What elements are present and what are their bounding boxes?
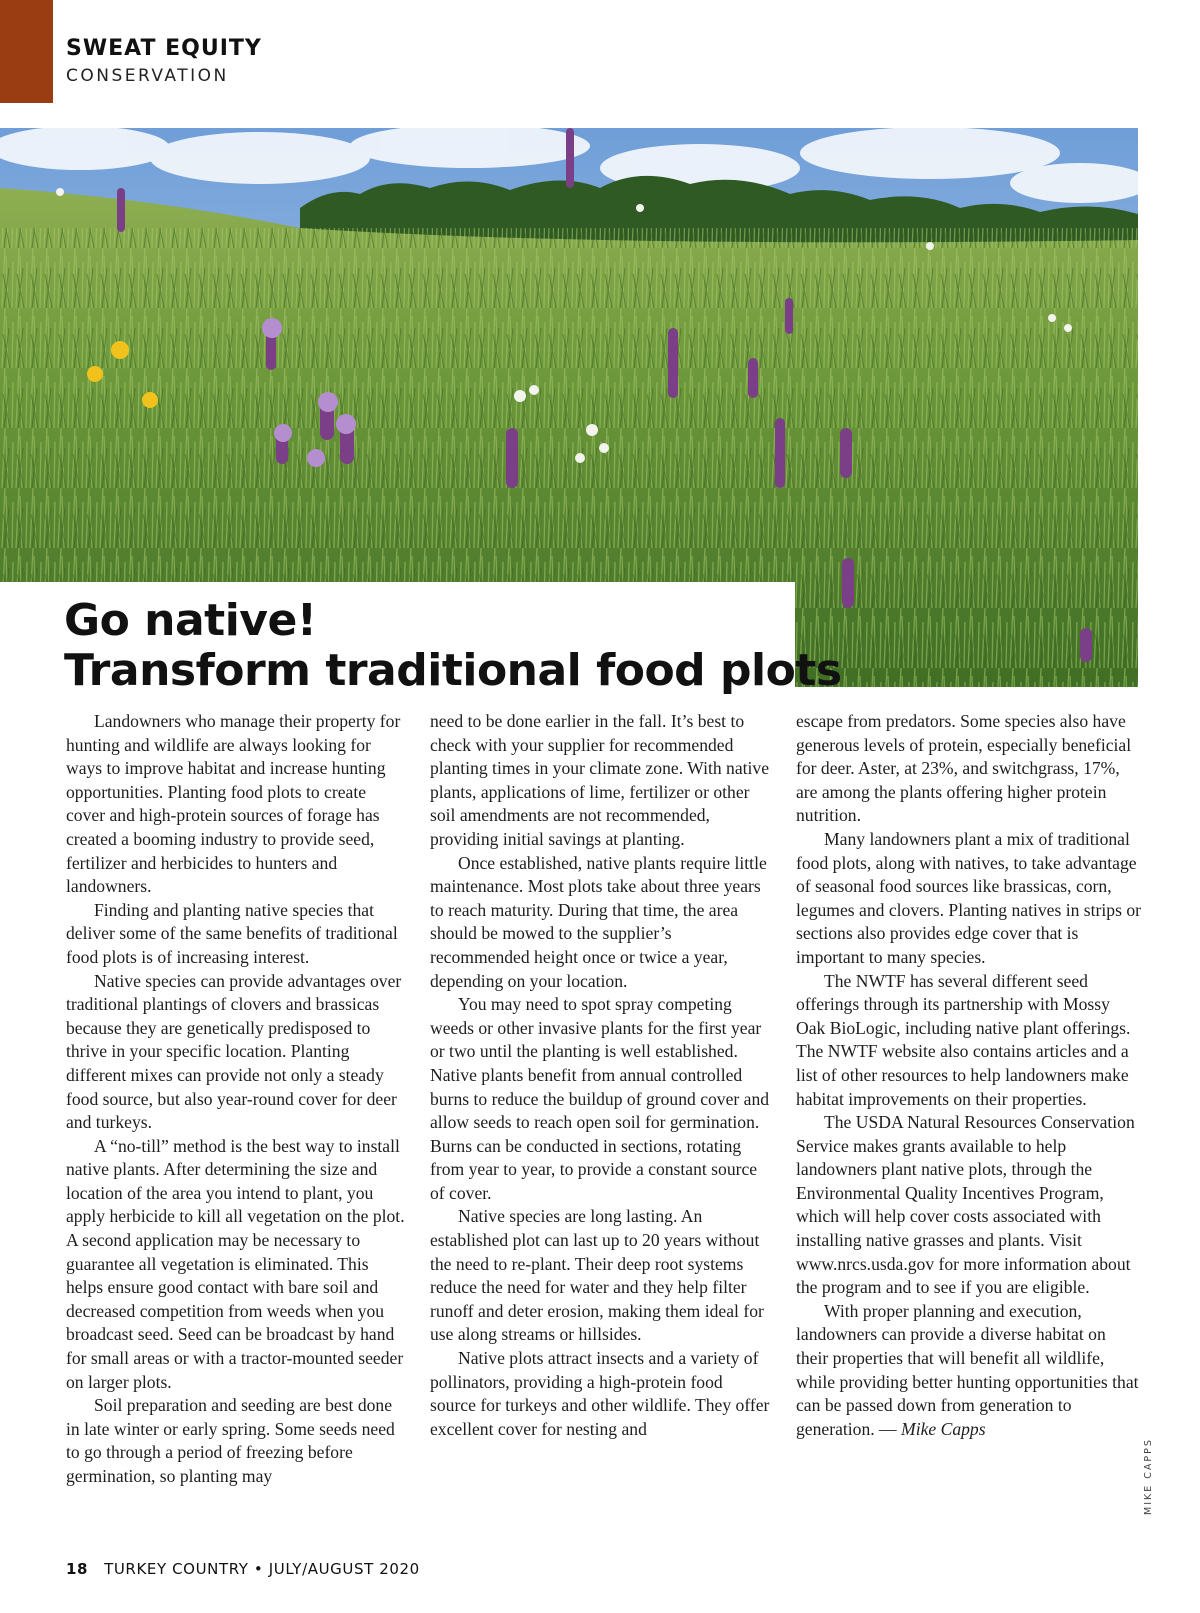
- publication-info: TURKEY COUNTRY • JULY/AUGUST 2020: [104, 1560, 420, 1578]
- paragraph: You may need to spot spray competing weeds or other invasive plants for the first year or two until the planting is well established. Native plants benefit from annual controlled burns to reduce the buildup of ground cover and allow seeds to reach open soil for germination. Burns can be conducted in sections, rotating from year to year, to provide a constant source of cover.: [430, 994, 770, 1203]
- author-byline: Mike Capps: [896, 1418, 986, 1439]
- paragraph: Finding and planting native species that deliver some of the same benefits of traditional food plots is of increasing interest.: [66, 899, 398, 967]
- paragraph: Many landowners plant a mix of traditional food plots, along with natives, to take advantage of seasonal food sources like brassicas, corn, legumes and clovers. Planting natives in strips or sections also provides edge cover that is important to many species.: [796, 828, 1141, 967]
- paragraph: The NWTF has several different seed offerings through its partnership with Mossy Oak BioLogic, including native plant offerings. The NWTF website also contains articles and a list of other resources to help landowners make habitat improvements on their properties.: [796, 970, 1131, 1109]
- paragraph: A “no-till” method is the best way to install native plants. After determining the size and location of the area you intend to plant, you apply herbicide to kill all vegetation on the plot. A second application may be necessary to guarantee all vegetation is eliminated. This helps ensure good contact with bare soil and decreased competition from weeds when you broadcast seed. Seed can be broadcast by hand for small areas or with a tractor-mounted seeder on larger plots.: [66, 1135, 405, 1392]
- closing-paragraph: [796, 1300, 1141, 1442]
- closing-text: With proper planning and execution, landowners can provide a diverse habitat on their properties that will benefit all wildlife, while providing better hunting opportunities that can be passed down from generation to generation. —: [796, 1300, 1139, 1439]
- headline-line-2: Transform traditional food plots: [64, 645, 842, 696]
- headline-line-1: Go native!: [64, 595, 317, 646]
- paragraph: escape from predators. Some species also have generous levels of protein, especially beneficial for deer. Aster, at 23%, and switchgrass, 17%, are among the plants offering higher protein nutrition.: [796, 711, 1132, 826]
- photo-credit: MIKE CAPPS: [1143, 1438, 1154, 1515]
- article-column-2: [430, 710, 770, 1441]
- page-number: 18: [66, 1560, 89, 1578]
- paragraph: Soil preparation and seeding are best done in late winter or early spring. Some seeds need to go through a period of freezing before germination, so planting may: [66, 1395, 395, 1486]
- article-column-1: [66, 710, 406, 1489]
- section-color-tab: [0, 0, 53, 103]
- paragraph: need to be done earlier in the fall. It’s best to check with your supplier for recommended planting times in your climate zone. With native plants, applications of lime, fertilizer or other soil amendments are not recommended, providing initial savings at planting.: [430, 711, 770, 849]
- paragraph: Once established, native plants require little maintenance. Most plots take about three years to reach maturity. During that time, the area should be mowed to the supplier’s recommended height once or twice a year, depending on your location.: [430, 852, 767, 991]
- section-title: SWEAT EQUITY: [66, 36, 262, 61]
- article-headline: [64, 596, 842, 696]
- page-footer: [66, 1560, 420, 1578]
- paragraph: The USDA Natural Resources Conservation Service makes grants available to help landowners plant native plots, through the Environmental Quality Incentives Program, which will help cover costs associated with installing native grasses and plants. Visit www.nrcs.usda.gov for more information about the program and to see if you are eligible.: [796, 1112, 1135, 1298]
- article-column-3: [796, 710, 1141, 1441]
- section-subtitle: CONSERVATION: [66, 66, 229, 86]
- paragraph: Native plots attract insects and a variety of pollinators, providing a high-protein food source for turkeys and other wildlife. They offer excellent cover for nesting and: [430, 1348, 770, 1439]
- paragraph: Landowners who manage their property for hunting and wildlife are always looking for ways to improve habitat and increase hunting opportunities. Planting food plots to create cover and high-protein sources of forage has created a booming industry to provide seed, fertilizer and herbicides to hunters and landowners.: [66, 711, 401, 897]
- paragraph: Native species can provide advantages over traditional plantings of clovers and brassicas because they are genetically predisposed to thrive in your specific location. Planting different mixes can provide not only a steady food source, but also year-round cover for deer and turkeys.: [66, 970, 402, 1133]
- paragraph: Native species are long lasting. An established plot can last up to 20 years without the need to re-plant. Their deep root systems reduce the need for water and they help filter runoff and deter erosion, making them ideal for use along streams or hillsides.: [430, 1206, 764, 1345]
